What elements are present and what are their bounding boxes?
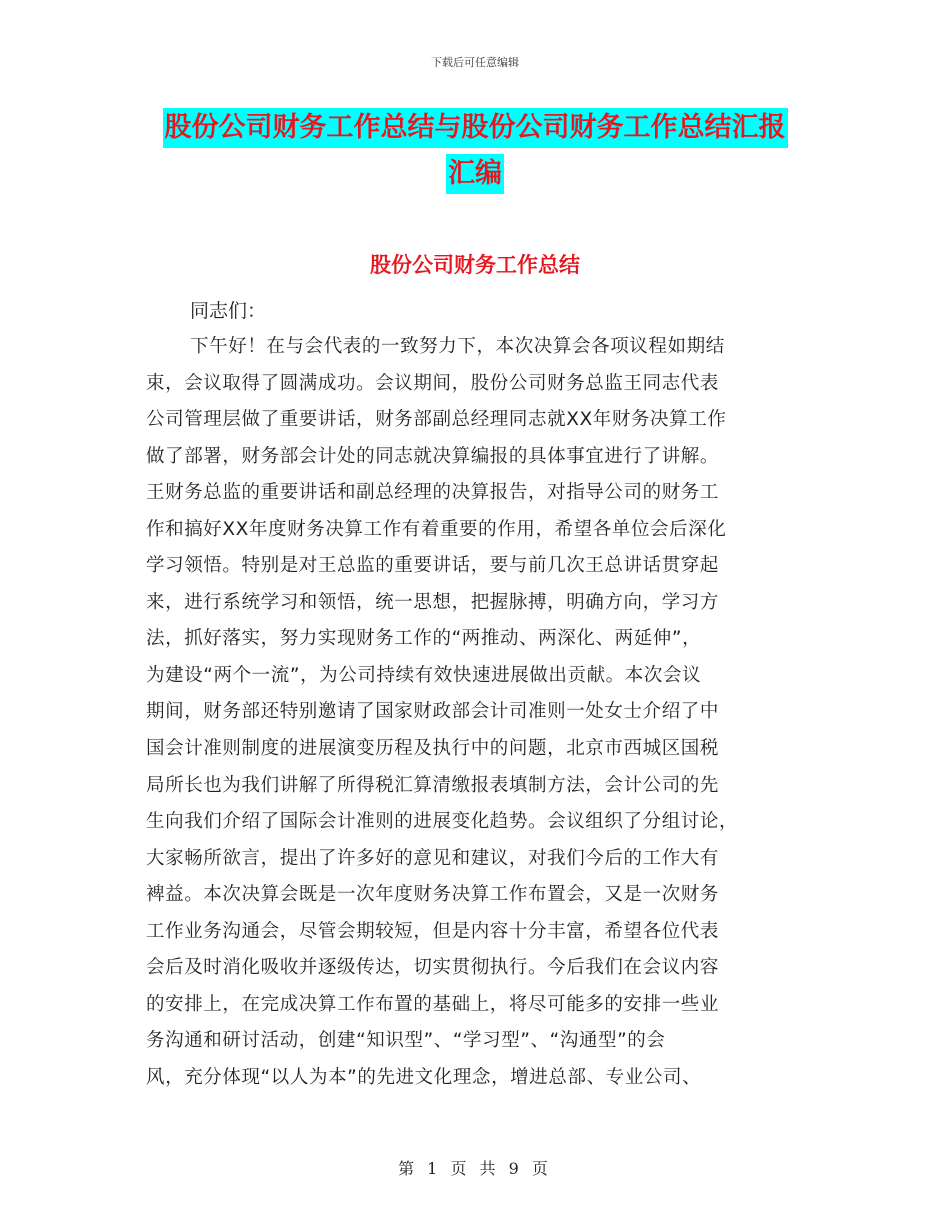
body-line: 裨益。本次决算会既是一次年度财务决算工作布置会，又是一次财务 (146, 884, 720, 906)
body-line: 来，进行系统学习和领悟，统一思想，把握脉搏，明确方向，学习方 (146, 591, 720, 613)
body-line: 下午好！在与会代表的一致努力下，本次决算会各项议程如期结 (190, 336, 725, 357)
body-line: 务沟通和研讨活动，创建“知识型”、“学习型”、“沟通型”的会 (146, 1030, 666, 1052)
body-line: 学习领悟。特别是对王总监的重要讲话，要与前几次王总讲话贯穿起 (146, 555, 720, 577)
body-line: 为建设“两个一流”，为公司持续有效快速进展做出贡献。本次会议 (146, 664, 702, 686)
body-line: 生向我们介绍了国际会计准则的进展变化趋势。会议组织了分组讨论， (146, 811, 739, 833)
body-line: 会后及时消化吸收并逐级传达，切实贯彻执行。今后我们在会议内容 (146, 957, 720, 979)
body-text (146, 332, 806, 1099)
body-line: 作和搞好XX年度财务决算工作有着重要的作用，希望各单位会后深化 (146, 518, 727, 540)
body-line: 期间，财务部还特别邀请了国家财政部会计司准则一处女士介绍了中 (146, 701, 720, 723)
page-header: 下载后可任意编辑 (431, 56, 519, 69)
body-line: 做了部署，财务部会计处的同志就决算编报的具体事宜进行了讲解。 (146, 445, 720, 467)
page-footer: 第 1 页 共 9 页 (398, 1159, 552, 1178)
body-line: 法，抓好落实，努力实现财务工作的“两推动、两深化、两延伸”， (146, 628, 702, 650)
document-title (0, 108, 950, 194)
body-line: 风，充分体现“以人为本”的先进文化理念，增进总部、专业公司、 (146, 1066, 702, 1088)
section-subtitle: 股份公司财务工作总结 (370, 253, 580, 277)
body-line: 局所长也为我们讲解了所得税汇算清缴报表填制方法，会计公司的先 (146, 774, 720, 796)
body-line: 国会计准则制度的进展演变历程及执行中的问题，北京市西城区国税 (146, 738, 720, 760)
salutation: 同志们： (190, 300, 267, 322)
body-line: 王财务总监的重要讲话和副总经理的决算报告，对指导公司的财务工 (146, 482, 720, 504)
body-line: 公司管理层做了重要讲话，财务部副总经理同志就XX年财务决算工作 (146, 409, 727, 431)
body-line: 束，会议取得了圆满成功。会议期间，股份公司财务总监王同志代表 (146, 372, 720, 394)
body-line: 大家畅所欲言，提出了许多好的意见和建议，对我们今后的工作大有 (146, 847, 720, 869)
body-line: 工作业务沟通会，尽管会期较短，但是内容十分丰富，希望各位代表 (146, 920, 720, 942)
title-line-1: 股份公司财务工作总结与股份公司财务工作总结汇报 (163, 108, 788, 148)
body-line: 的安排上，在完成决算工作布置的基础上，将尽可能多的安排一些业 (146, 993, 720, 1015)
title-line-2: 汇编 (446, 154, 504, 194)
